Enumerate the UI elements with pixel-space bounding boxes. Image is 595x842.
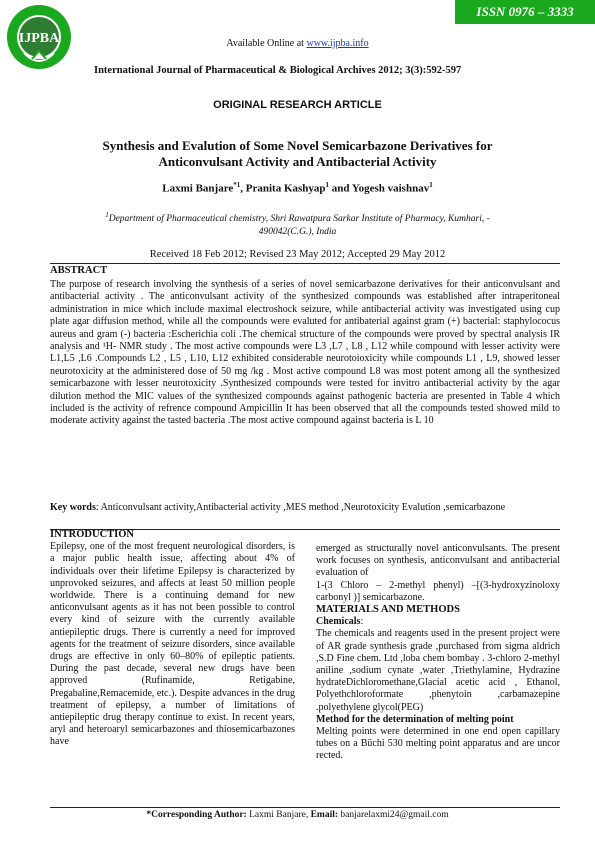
author-list: [0, 181, 595, 195]
author-3-sup: 1: [429, 181, 433, 189]
chemicals-body: The chemicals and reagents used in the present project were of AR grade synthesis grade ,purchased from sigma aldrich ,S.D Fine chem. Ltd ,loba chem bombay . 3-chloro 2-methyl aniline ,sodium cynate ,water ,Triethylamine, Hydrazine hydrateDichloromethane,Glacial acetic acid , Ethanol, Polyethchloroformate ,phenytoin ,carbamazepine .polyethylene glycol(PEG): [316, 628, 560, 713]
email-label: Email:: [310, 810, 339, 820]
introduction-body: Epilepsy, one of the most frequent neurological disorders, is a major public health issue, affecting about 4% of individuals over their lifetime Epilepsy is characterized by unprovoked seizures, and affects at least 50 million people worldwide. There is a continuing demand for new anticonvulsant agents as it has not been possible to control every kind of seizure with the currently available antiepileptic drugs. There is currently a need for improved agents for the treatment of seizure disorders, since available drugs are effective in only 60–80% of epileptic patients. During the past decade, several new drugs have been approved (Rufinamide, Retigabine, Pregabaline,Remacemide, etc.). Despite advances in the drug treatment of epilepsy, a number of limitations of antiepileptic drug therapy continue to exist. In recent years, aryl and heteroaryl semicarbazones and thiosemicarbazones have: [50, 541, 295, 748]
affiliation-line-2: 490042(C.G.), India: [258, 227, 337, 238]
journal-website-link[interactable]: www.ijpba.info: [306, 38, 369, 49]
affiliation: [60, 209, 535, 239]
melting-point-heading: Method for the determination of melting point: [316, 713, 514, 725]
author-separator: ,: [240, 182, 246, 195]
author-1: Laxmi Banjare: [162, 182, 234, 195]
received-dates: Received 18 Feb 2012; Revised 23 May 2012; Accepted 29 May 2012: [149, 249, 446, 260]
divider: [50, 807, 560, 808]
corresponding-name: Laxmi Banjare,: [246, 810, 311, 820]
divider: [50, 263, 560, 264]
logo-text: IJPBA: [18, 31, 60, 46]
right-column: [316, 543, 560, 763]
author-2: Pranita Kashyap: [245, 182, 326, 195]
chemicals-colon: :: [360, 616, 364, 628]
author-3: Yogesh vaishnav: [351, 182, 430, 195]
compound-name: 1-(3 Chloro – 2-methyl phenyl) –[(3-hydroxyzinoloxy carbonyl )] semicarbazone.: [316, 579, 560, 603]
keywords-text: : Anticonvulsant activity,Antibacterial activity ,MES method ,Neurotoxicity Evalution ,semicarbazone: [95, 502, 506, 513]
keywords-label: Key words: [50, 502, 96, 513]
availability-prefix: Available Online at: [226, 38, 307, 49]
keywords: [50, 502, 560, 514]
corresponding-label: *Corresponding Author:: [146, 810, 247, 820]
paper-title: Synthesis and Evalution of Some Novel Semicarbazone Derivatives for Anticonvulsant Activity and Antibacterial Activity: [102, 138, 493, 169]
materials-methods-heading: MATERIALS AND METHODS: [316, 604, 460, 616]
abstract-body: The purpose of research involving the synthesis of a series of novel semicarbazone derivatives for their anticonvulsant and antibacterial activity . The anticonvulsant activity of the synthesized compounds was established after intraperitoneal administration in mice which include maximal electroshock seizure, while antibacterial activity was investigated using cup plate agar diffusion method, while all the compounds were evaluted for antibaterial against gram (+) bacterial: staphylococus aureus and gram (-) bacteria :Escherichia coli .The chemical structure of the compounds were proved by spectral analysis IR analysis and ¹H- NMR study . The most active compounds were L3 ,L7 , L8 , L12 while compound with lesser activity were L1,L5 ,L6 .Compounds L2 , L5 , L10, L12 exhibited considerable neurotoioxicity while compounds L1 , L9, showed lesser neurotoxicity at the administered dose of 50 mg /kg . Most active compound L8 was most potent among all the synthesized semicarbazone with lesser neurotoxicity .Synthesized compounds were tested for invitro antibacterial activity by the agar dilution method the MIC values of the synthesized compounds against pathogenic bacteria are presented in Table 4 which included is the activity of refrence compound Ampicillin It has been observed that all the compounds tested showed mild to moderate activity against the tasted bacteria .The most active compound against bacteria is L 10: [50, 279, 560, 427]
abstract-heading: ABSTRACT: [50, 265, 108, 276]
author-separator: and: [329, 182, 352, 195]
availability-line: [0, 38, 595, 49]
article-type: ORIGINAL RESEARCH ARTICLE: [213, 99, 382, 111]
chemicals-heading: Chemicals: [316, 616, 361, 628]
affiliation-line-1: Department of Pharmaceutical chemistry, Shri Rawatpura Sarkar Institute of Pharmacy, Kumhari, -: [108, 214, 490, 225]
author-1-sup: *1: [233, 181, 241, 189]
melting-point-body: Melting points were determined in one end open capillary tubes on a Büchi 530 melting point apparatus and are uncor rected.: [316, 726, 560, 762]
introduction-continued: emerged as structurally novel anticonvulsants. The present work focuses on synthesis, anticonvulsant and antibacterial evaluation of: [316, 543, 560, 579]
affiliation-sup: 1: [105, 211, 109, 219]
introduction-heading: INTRODUCTION: [50, 529, 135, 540]
email-address[interactable]: banjarelaxmi24@gmail.com: [338, 810, 449, 820]
corresponding-author: [0, 810, 595, 820]
issn-banner: ISSN 0976 – 3333: [455, 0, 595, 24]
left-column: [50, 529, 295, 749]
journal-citation: International Journal of Pharmaceutical & Biological Archives 2012; 3(3):592-597: [94, 65, 462, 76]
author-2-sup: 1: [325, 181, 330, 189]
